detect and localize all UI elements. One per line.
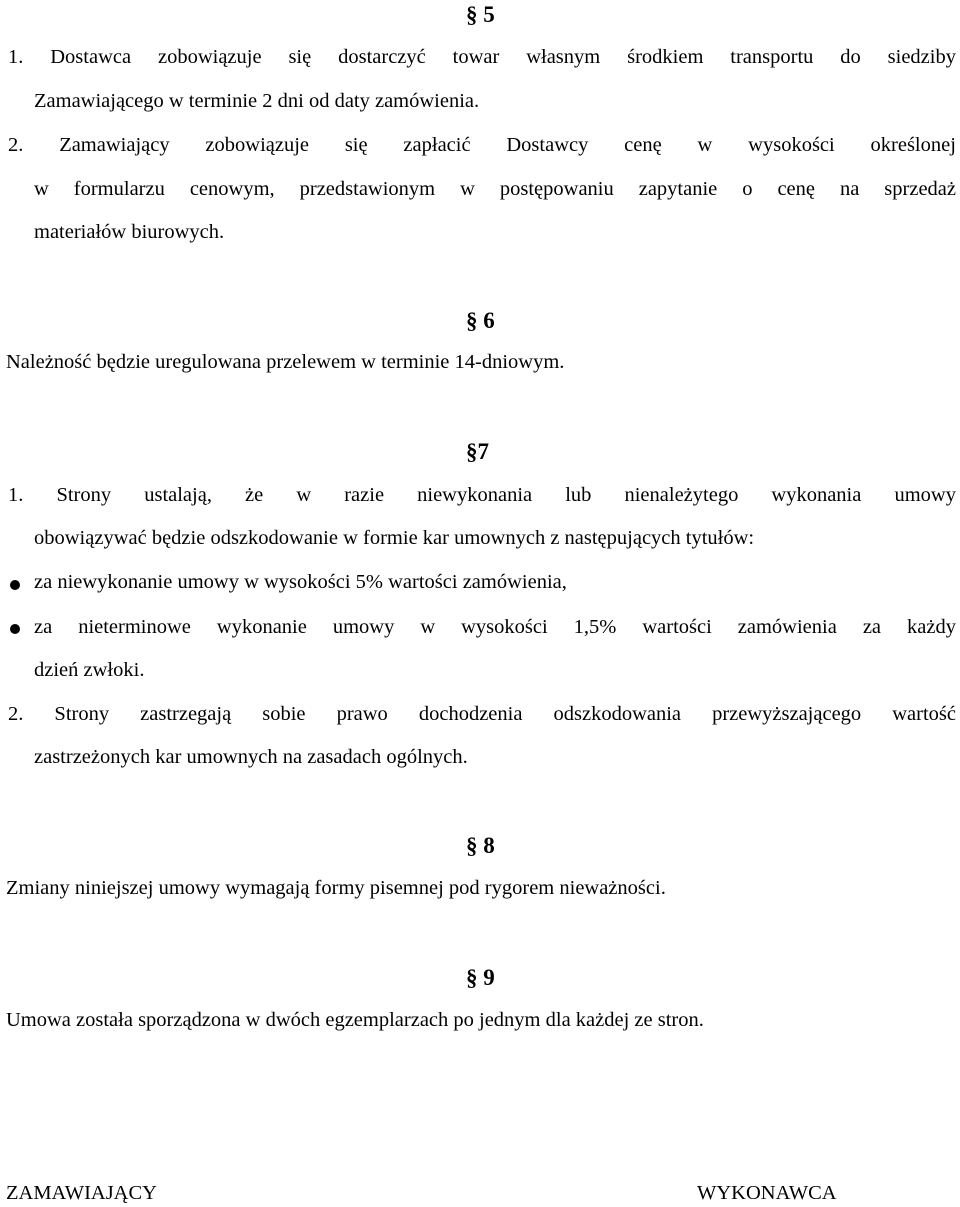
word: zapłacić (403, 134, 471, 156)
word: zapytanie (638, 178, 718, 200)
s7-p1-line2: obowiązywać będzie odszkodowanie w formie kar umownych z następujących tytułów: (34, 527, 755, 549)
s7-bullet2-line1 (34, 616, 956, 639)
word: wysokości (748, 134, 835, 156)
word: się (344, 134, 368, 156)
word: przewyższającego (712, 703, 862, 725)
word: środkiem (627, 46, 704, 68)
word: dochodzenia (418, 703, 523, 725)
word: Strony (54, 703, 110, 725)
word: zastrzegają (140, 703, 232, 725)
word: w (697, 134, 713, 156)
word: nienależytego (624, 484, 739, 506)
word: 2. (8, 134, 24, 156)
word: określonej (870, 134, 956, 156)
word: 1. (8, 46, 24, 68)
word: Zamawiający (59, 134, 170, 156)
s6-text: Należność będzie uregulowana przelewem w terminie 14-dniowym. (6, 351, 565, 373)
word: do (840, 46, 861, 68)
word: każdy (907, 616, 956, 638)
word: 1. (8, 484, 24, 506)
s7-p2-line1 (8, 703, 956, 726)
word: cenę (624, 134, 662, 156)
word: wykonania (771, 484, 862, 506)
word: dostarczyć (338, 46, 426, 68)
word: wartości (642, 616, 712, 638)
word: sprzedaż (884, 178, 956, 200)
word: razie (344, 484, 385, 506)
word: cenę (777, 178, 815, 200)
word: postępowaniu (499, 178, 614, 200)
word: wysokości (461, 616, 548, 638)
word: umowy (332, 616, 395, 638)
bullet-icon (10, 624, 20, 634)
word: w (296, 484, 312, 506)
s7-bullet1: za niewykonanie umowy w wysokości 5% wartości zamówienia, (34, 571, 567, 593)
word: umowy (894, 484, 956, 506)
word: siedziby (887, 46, 956, 68)
word: 1,5% (573, 616, 617, 638)
signature-left-label: ZAMAWIAJĄCY (6, 1182, 157, 1204)
word: o (742, 178, 753, 200)
word: Strony (56, 484, 112, 506)
word: sobie (262, 703, 306, 725)
s9-text: Umowa została sporządzona w dwóch egzemplarzach po jednym dla każdej ze stron. (6, 1009, 704, 1031)
word: Dostawcy (506, 134, 589, 156)
word: prawo (336, 703, 388, 725)
s5-p2-line3: materiałów biurowych. (34, 221, 225, 243)
word: towar (452, 46, 500, 68)
word: wartość (892, 703, 956, 725)
s5-p1-line2: Zamawiającego w terminie 2 dni od daty zamówienia. (34, 90, 480, 112)
word: zobowiązuje (205, 134, 310, 156)
word: zamówienia (737, 616, 837, 638)
s5-p2-line1 (8, 134, 956, 157)
word: transportu (730, 46, 814, 68)
section-5-heading: § 5 (466, 2, 495, 27)
word: 2. (8, 703, 24, 725)
section-8-heading: § 8 (466, 833, 495, 858)
word: nieterminowe (78, 616, 191, 638)
section-7-heading: §7 (466, 439, 489, 464)
word: się (288, 46, 312, 68)
word: ustalają, (144, 484, 212, 506)
word: za (862, 616, 882, 638)
word: własnym (526, 46, 601, 68)
word: wykonanie (216, 616, 307, 638)
s5-p1-line1 (8, 46, 956, 69)
word: w (34, 178, 49, 200)
word: przedstawionym (299, 178, 436, 200)
word: niewykonania (417, 484, 533, 506)
s7-p2-line2: zastrzeżonych kar umownych na zasadach ogólnych. (34, 746, 468, 768)
word: cenowym, (189, 178, 275, 200)
s7-bullet2-line2: dzień zwłoki. (34, 659, 145, 681)
word: za (34, 616, 53, 638)
s8-text: Zmiany niniejszej umowy wymagają formy pisemnej pod rygorem nieważności. (6, 877, 666, 899)
word: na (839, 178, 860, 200)
word: Dostawca (50, 46, 132, 68)
word: zobowiązuje (157, 46, 262, 68)
word: odszkodowania (553, 703, 682, 725)
word: lub (565, 484, 592, 506)
section-9-heading: § 9 (466, 965, 495, 990)
word: w (460, 178, 475, 200)
word: że (245, 484, 264, 506)
word: w (420, 616, 436, 638)
word: formularzu (73, 178, 165, 200)
section-6-heading: § 6 (466, 308, 495, 333)
s7-p1-line1 (8, 484, 956, 507)
signature-right-label: WYKONAWCA (697, 1182, 837, 1204)
s5-p2-line2 (34, 178, 956, 201)
bullet-icon (10, 580, 20, 590)
